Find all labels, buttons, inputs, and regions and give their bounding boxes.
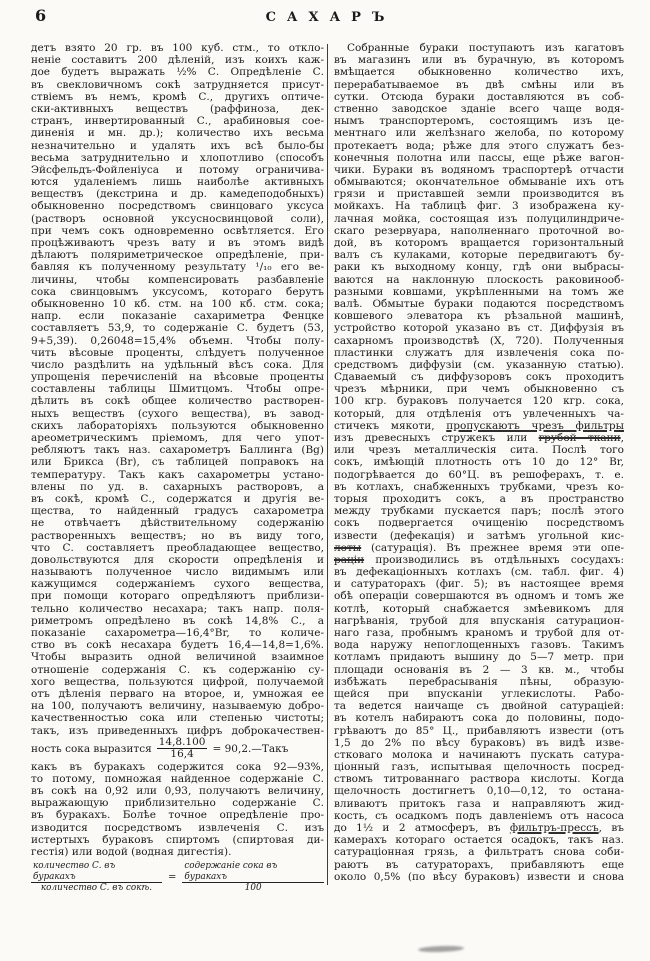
text-line: чить вѣсовые проценты, слѣдуетъ полученное bbox=[31, 346, 324, 359]
text-line: детъ взято 20 гр. въ 100 куб. стм., то откло- bbox=[31, 42, 324, 54]
text-line: гестія) или водой (водная дигестія). bbox=[31, 846, 232, 858]
text-line: нымъ транспортеромъ, состоящимъ изъ це- bbox=[334, 115, 624, 128]
text-line: напр. если показаніе сахариметра Фенцке bbox=[31, 310, 324, 323]
text-line: скихъ лабораторіяхъ пользуются обыкновенно bbox=[31, 419, 324, 432]
right-column bbox=[334, 42, 624, 883]
text-line: Чтобы выразить одной величиной взаимное bbox=[31, 651, 324, 664]
text-line: до 1½ и 2 атмосферъ, въ фильтръ-прессъ, въ bbox=[334, 822, 624, 834]
text-line: перерабатываемое въ двѣ смѣны или въ bbox=[334, 78, 624, 91]
text-line: стичекъ мякоти, пропускаютъ чрезъ фильтры bbox=[334, 419, 624, 432]
left-column bbox=[31, 42, 324, 894]
footnote-left-fraction bbox=[31, 861, 162, 894]
text-line: отъ дѣленія перваго на второе, и, умножая ее bbox=[31, 687, 324, 700]
text-line: ствіемъ въ немъ, кромѣ С., другихъ оптиче- bbox=[31, 90, 324, 103]
text-line: дое будетъ выражать ½% С. Опредѣленіе С. bbox=[31, 66, 324, 79]
fraction-prefix: ность сока выразится bbox=[31, 742, 152, 755]
text-line: нагрѣванія, трубой для впусканія сатурацион- bbox=[334, 614, 624, 627]
text-line: при помощи котораго опредѣляютъ приблизи- bbox=[31, 590, 324, 603]
text-line: стковаго молока и начинаютъ пускать сатура- bbox=[334, 748, 624, 761]
text-line: щелочность достигнетъ 0,10—0,12, то остана- bbox=[334, 785, 624, 798]
text-line: обмываются; окончательное обмываніе ихъ отъ bbox=[334, 176, 624, 189]
text-line: та ведется наичаще съ двойной сатураціей: bbox=[334, 700, 624, 713]
text-line: не отвѣчаетъ дѣйствительному содержанію bbox=[31, 517, 324, 530]
inline-fraction-line bbox=[31, 737, 324, 761]
text-line: скаго резервуара, наполненнаго проточной во- bbox=[334, 224, 624, 237]
text-line: истертыхъ бураковъ спиртомъ (спиртовая ди- bbox=[31, 833, 324, 846]
text-line: раютъ въ сатураторахъ, прибавляютъ еще bbox=[334, 858, 624, 871]
text-line: валѣ. Обмытые бураки подаются посредствомъ bbox=[334, 297, 624, 310]
fraction-numerator: 14,8.100 bbox=[158, 736, 206, 749]
text-line: наго газа, пробнымъ краномъ и трубой для от- bbox=[334, 627, 624, 639]
text-line: валъ съ кулаками, которые передвигаютъ бу- bbox=[334, 249, 624, 262]
text-line: такъ, изъ приведенныхъ цифръ доброкачествен- bbox=[31, 724, 324, 737]
text-line: температуру. Такъ какъ сахарометры устано- bbox=[31, 468, 324, 481]
text-line: въ котлахъ, снабженныхъ трубками, чрезъ ко- bbox=[334, 480, 624, 493]
right-column-text bbox=[334, 42, 624, 883]
text-line: 9+5,39). 0,26048=15,4% объемн. Чтобы полу- bbox=[31, 334, 324, 347]
text-line: сахарномъ производствѣ (X, 720). Полученныя bbox=[334, 334, 624, 347]
text-line: который, для отдѣленія отъ увлеченныхъ ча- bbox=[334, 407, 624, 420]
text-line: чрезъ мѣрники, при чемъ обыкновенно съ bbox=[334, 383, 624, 396]
text-line: грязи и приставшей земли производится въ bbox=[334, 188, 624, 201]
text-line: вмѣщается обыкновенно количество ихъ, bbox=[334, 66, 624, 79]
text-line: подогрѣвается до 60°Ц. въ решоферахъ, т. е. bbox=[334, 468, 624, 481]
text-line: около 0,5% (по вѣсу бураковъ) извести и снова bbox=[334, 870, 624, 883]
text-line: веществъ (декстрина и др. камедеподобныхъ) bbox=[31, 188, 324, 201]
text-line: ребляютъ такъ наз. сахарометръ Баллинга (Bg) bbox=[31, 444, 324, 457]
left-column-text bbox=[31, 42, 324, 737]
text-line: ственно заводское зданіе всего чаще водя- bbox=[334, 102, 624, 115]
text-line: Эйсфельдъ-Фойленіуса и потому ограничива- bbox=[31, 163, 324, 176]
page-title: САХАРЪ bbox=[265, 10, 396, 25]
text-line: дой, въ которомъ вращается горизонтальный bbox=[334, 237, 624, 249]
footnote-right-denominator: 100 bbox=[244, 883, 262, 894]
text-line: между трубками пускается паръ; послѣ этого bbox=[334, 505, 624, 518]
text-line: упрощенія перечисленій на вѣсовые проценты bbox=[31, 371, 324, 384]
text-line: качественностью сока или степенью чистоты; bbox=[31, 712, 324, 725]
text-line: бавляя къ полученному результату ¹/₁₀ его ве- bbox=[31, 261, 324, 274]
text-line: камерахъ котораго остается осадокъ, такъ наз. bbox=[334, 834, 624, 847]
text-line: обѣ операціи совершаются въ одномъ и томъ же bbox=[334, 590, 624, 603]
page-number: 6 bbox=[35, 6, 47, 25]
text-line: въ котелъ набираютъ сока до половины, подо- bbox=[334, 712, 624, 725]
text-line: на 100, получаютъ величину, называемую добро- bbox=[31, 700, 324, 713]
text-line: въ дефекаціонныхъ котлахъ (см. табл. фиг. 4) bbox=[334, 566, 624, 579]
text-line: обыкновенно посредствомъ свинцоваго уксуса bbox=[31, 200, 324, 213]
text-line: и сатураторахъ (фиг. 5); въ настоящее время bbox=[334, 578, 624, 591]
footnote-left-numerator: количество С. въ буракахъ bbox=[31, 861, 162, 883]
text-line: Собранные бураки поступаютъ изъ кагатовъ bbox=[347, 42, 624, 54]
text-line: хого вещества, пользуются цифрой, получаемой bbox=[31, 675, 324, 688]
column-divider bbox=[327, 44, 328, 885]
text-line: въ буракахъ. Болѣе точное опредѣленіе про- bbox=[31, 809, 324, 822]
text-line: ски-активныхъ веществъ (раффиноза, дек- bbox=[31, 102, 324, 115]
pen-mark: фильтръ-прессъ bbox=[509, 822, 599, 834]
footnote-right-fraction bbox=[182, 861, 324, 894]
fraction-denominator: 16,4 bbox=[170, 748, 194, 761]
text-line: или чрезъ металлическія сита. Послѣ того bbox=[334, 444, 624, 457]
text-line: весьма затруднительно и хлопотливо (способъ bbox=[31, 151, 324, 164]
text-line: довольствуются для скорости опредѣленія и bbox=[31, 553, 324, 566]
text-line: пластинки служатъ для извлеченія сока по- bbox=[334, 346, 624, 359]
text-line: при чемъ сокъ одновременно освѣтляется. Его bbox=[31, 224, 324, 237]
text-line: котлѣ, который снабжается змѣевикомъ для bbox=[334, 602, 624, 615]
text-line: отношеніе содержанія С. къ содержанію су- bbox=[31, 663, 324, 676]
text-line: изводится посредствомъ извлеченія С. изъ bbox=[31, 821, 324, 834]
text-line: сокъ подвергается очищенію посредствомъ bbox=[334, 517, 624, 530]
text-line: 1,5 до 2% по вѣсу бураковъ) въ видѣ изве- bbox=[334, 736, 624, 749]
text-line: число раздѣлить на удѣльный вѣсъ сока. Для bbox=[31, 358, 324, 371]
text-line: процѣживаютъ чрезъ вату и въ этомъ видѣ bbox=[31, 237, 324, 249]
text-line: раки къ выходному концу, гдѣ они выбрасы- bbox=[334, 261, 624, 274]
pen-mark: раціи bbox=[334, 553, 365, 566]
text-line: кажущимся содержаніемъ сухого вещества, bbox=[31, 578, 324, 591]
text-line: грѣваютъ до 85° Ц., прибавляютъ извести (отъ bbox=[334, 724, 624, 737]
text-line: лачная мойка, состоящая изъ полуцилиндриче- bbox=[334, 212, 624, 225]
text-line: ковшевого элеватора къ рѣзальной машинѣ, bbox=[334, 310, 624, 323]
text-line: 100 кгр. бураковъ получается 120 кгр. сока, bbox=[334, 395, 624, 408]
text-line: сатураціонная грязь, а фильтратъ снова соби- bbox=[334, 846, 624, 859]
text-line: площади основанія въ 2 — 3 кв. м., чтобы bbox=[334, 663, 624, 676]
text-line: торыя проходитъ сокъ, а въ пространство bbox=[334, 492, 624, 505]
pen-mark: пропускаютъ чрезъ фильтры bbox=[446, 419, 624, 432]
text-line: выражающую приблизительно содержаніе С. bbox=[31, 797, 324, 810]
footnote-equals-sign: = bbox=[167, 871, 177, 883]
fraction-suffix: = 90,2.—Такъ bbox=[212, 742, 289, 755]
left-column-text-continued bbox=[31, 761, 324, 859]
footnote-formula bbox=[31, 861, 324, 894]
pen-mark: грубой ткани bbox=[538, 432, 621, 444]
text-line: называютъ полученное число видимымъ или bbox=[31, 566, 324, 579]
text-line: показаніе сахарометра—16,4°Br, то количе- bbox=[31, 627, 324, 639]
text-line: средствомъ диффузіи (см. указанную статью). bbox=[334, 358, 624, 371]
text-line: ментнаго или желѣзнаго желоба, по которому bbox=[334, 127, 624, 140]
text-line: или Брикса (Br), съ таблицей поправокъ на bbox=[31, 456, 324, 469]
text-line: мойкахъ. На таблицѣ фиг. 3 изображена ку- bbox=[334, 200, 624, 213]
text-line: извести (дефекація) и затѣмъ угольной кис- bbox=[334, 529, 624, 542]
text-line: неніе составитъ 200 дѣленій, изъ коихъ каж- bbox=[31, 54, 324, 67]
text-line: чики. Бураки въ водяномъ траспортерѣ отчасти bbox=[334, 163, 624, 176]
text-line: сока свинцовымъ уксусомъ, котораго берутъ bbox=[31, 285, 324, 298]
text-line: обыкновенно 10 кб. стм. на 100 кб. стм. сока; bbox=[31, 297, 324, 310]
text-line: разными ковшами, укрѣпленными на томъ же bbox=[334, 285, 624, 298]
text-line: ареометрическимъ пріемомъ, для чего упот- bbox=[31, 432, 324, 444]
text-line: ваются на наклонную плоскость раковинооб- bbox=[334, 273, 624, 286]
text-line: Сдаваемый съ диффузоровъ сокъ проходитъ bbox=[334, 371, 624, 384]
text-line: котламъ придаютъ вышину до 5—7 метр. при bbox=[334, 651, 624, 664]
text-line: сутки. Отсюда бураки доставляются въ соб- bbox=[334, 90, 624, 103]
text-line: составлены таблицы Шмитцомъ. Чтобы опре- bbox=[31, 383, 324, 396]
footnote-right-numerator: содержаніе сока въ буракахъ bbox=[182, 861, 324, 883]
text-line: ныхъ веществъ (сухого вещества), въ завод- bbox=[31, 407, 324, 420]
text-line: незначительно и удалять ихъ всѣ было-бы bbox=[31, 139, 324, 152]
text-line: сокъ, имѣющій плотность отъ 10 до 12° Br, bbox=[334, 456, 624, 469]
text-line: растворенныхъ веществъ; но въ виду того, bbox=[31, 529, 324, 542]
text-line: ются удаленіемъ лишь наиболѣе активныхъ bbox=[31, 176, 324, 189]
text-line: щества, то найденный градусъ сахарометра bbox=[31, 505, 324, 518]
text-line: конечныя полотна или пассы, еще рѣже вагон- bbox=[334, 151, 624, 164]
text-line: то потому, помножая найденное содержаніе С. bbox=[31, 772, 324, 785]
text-line: дѣлить въ сокѣ общее количество растворен- bbox=[31, 395, 324, 408]
text-line: изъ древесныхъ стружекъ или грубой ткани, bbox=[334, 432, 624, 444]
text-line: щейся при впусканіи углекислоты. Рабо- bbox=[334, 687, 624, 700]
text-line: въ сокѣ, кромѣ С., содержатся и другія ве- bbox=[31, 492, 324, 505]
text-line: ціонный газъ, испытывая щелочность посред- bbox=[334, 761, 624, 774]
text-line: дѣлаютъ поляриметрическое опредѣленіе, при- bbox=[31, 249, 324, 262]
text-line: протекаетъ вода; рѣже для этого служатъ без- bbox=[334, 139, 624, 152]
text-line: что С. составляетъ преобладающее вещество, bbox=[31, 541, 324, 554]
text-line: личины, чтобы компенсировать разбавленіе bbox=[31, 273, 324, 286]
text-line: вода наружу непоглощенныхъ газовъ. Такимъ bbox=[334, 639, 624, 652]
text-line: избѣжать перебрасыванія пѣны, образую- bbox=[334, 675, 624, 688]
text-line: тельно количество несахара; такъ напр. поля- bbox=[31, 602, 324, 615]
text-line: ство въ сокѣ несахара будетъ 16,4—14,8=1,6%. bbox=[31, 639, 324, 652]
fraction bbox=[157, 737, 208, 760]
text-line: влены по уд. в. сахарныхъ растворовъ, а bbox=[31, 480, 324, 493]
text-line: ствомъ титрованнаго раствора кислоты. Когда bbox=[334, 773, 624, 786]
text-line: составляетъ 53,9, то содержаніе С. будетъ (53, bbox=[31, 322, 324, 335]
text-line: вливаютъ притокъ газа и направляютъ жид- bbox=[334, 797, 624, 810]
text-line: въ свекловичномъ сокѣ затрудняется присут- bbox=[31, 78, 324, 91]
text-line: (растворъ основной уксусносвинцовой соли), bbox=[31, 212, 324, 225]
text-line: диненія и мн. др.); количество ихъ весьма bbox=[31, 127, 324, 140]
text-line: лоты (сатурація). Въ прежнее время эти опе- bbox=[334, 541, 624, 554]
text-line: устройство которой указано въ ст. Диффузія въ bbox=[334, 322, 624, 335]
text-line: кость, съ осадкомъ подъ давленіемъ отъ насоса bbox=[334, 809, 624, 822]
scan-smudge bbox=[418, 945, 464, 953]
text-line: въ сокѣ на 0,92 или 0,93, получаютъ величину, bbox=[31, 785, 324, 798]
pen-mark: лоты bbox=[334, 541, 362, 554]
text-line: въ магазинъ или въ бурачную, въ которомъ bbox=[334, 54, 624, 67]
text-line: риметромъ опредѣлено въ сокѣ 14,8% С., а bbox=[31, 614, 324, 627]
text-line: странъ, инвертированный С., арабиновыя сое- bbox=[31, 115, 324, 128]
text-line: раціи производились въ отдѣльныхъ сосудахъ: bbox=[334, 553, 624, 566]
footnote-left-denominator: количество С. въ сокѣ. bbox=[40, 883, 153, 894]
text-line: какъ въ буракахъ содержится сока 92—93%, bbox=[31, 760, 324, 773]
